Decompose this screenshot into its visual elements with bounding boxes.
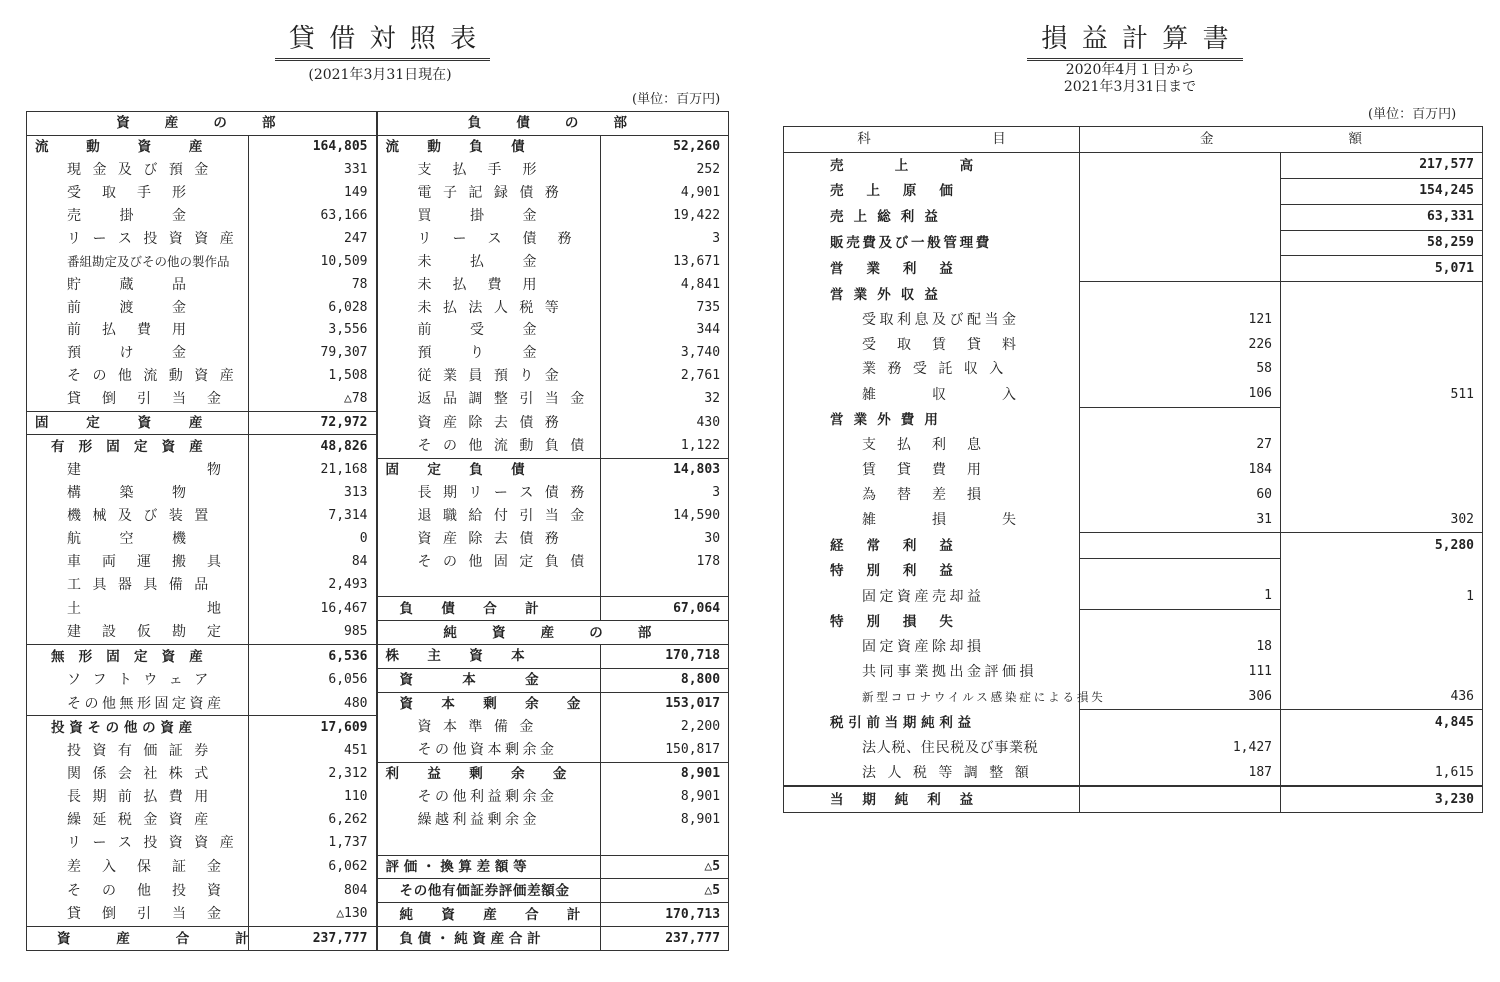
income-item-label: 支 払 利 息: [784, 433, 1080, 458]
asset-label: 投資その他の資産: [27, 716, 249, 739]
asset-label: 番組勘定及びその他の製作品: [27, 250, 249, 273]
asset-amount: 237,777: [249, 927, 377, 951]
income-sub-amount: 187: [1080, 760, 1281, 786]
income-statement-row: [784, 407, 1483, 432]
liability-label: 純 資 産 合 計: [377, 903, 601, 927]
asset-label: 差 入 保 証 金: [27, 855, 249, 879]
balance-sheet-row: [27, 505, 729, 528]
asset-amount: 6,062: [249, 855, 377, 879]
income-sub-amount: 18: [1080, 635, 1281, 660]
balance-sheet-row: [27, 621, 729, 645]
income-statement-unit: (単位：百万円): [1368, 107, 1457, 122]
income-statement-period-to: 2021年3月31日まで: [1063, 79, 1197, 95]
liability-label: その他有価証券評価差額金: [377, 879, 601, 903]
balance-sheet-row: [27, 528, 729, 551]
balance-sheet-unit: (単位：百万円): [632, 92, 721, 107]
liability-label: その他利益剰余金: [377, 786, 601, 809]
income-statement-row: [784, 685, 1483, 710]
income-total-amount: [1281, 307, 1483, 332]
liability-amount: 8,901: [601, 762, 729, 785]
asset-amount: 7,314: [249, 505, 377, 528]
balance-sheet-row: [27, 644, 729, 668]
income-sub-amount: [1080, 178, 1281, 204]
asset-amount: 6,262: [249, 809, 377, 832]
balance-sheet-row: [27, 182, 729, 205]
liability-amount: 252: [696, 162, 721, 178]
balance-sheet-row: [27, 388, 729, 411]
income-item-label: 賃 貸 費 用: [784, 458, 1080, 483]
assets-section-header: 資 産 の 部: [27, 112, 377, 136]
liability-label: 流 動 負 債: [377, 135, 601, 158]
liability-amount: 237,777: [601, 927, 729, 951]
asset-label: 現 金 及 び 預 金: [27, 159, 249, 182]
asset-label: 受 取 手 形: [27, 182, 249, 205]
balance-sheet-row: [27, 832, 729, 855]
income-total-amount: 302: [1450, 511, 1474, 527]
income-statement-row: [784, 256, 1483, 282]
asset-amount: 2,493: [249, 573, 377, 596]
balance-sheet-row: [27, 273, 729, 296]
liability-amount: 67,064: [601, 597, 729, 621]
liability-label: 資 産 除 去 債 務: [377, 411, 601, 435]
income-statement-row: [784, 760, 1483, 786]
income-total-amount: [1281, 357, 1483, 382]
liability-amount: 30: [704, 530, 721, 546]
income-statement-period-from: 2020年4月１日から: [1065, 62, 1195, 78]
income-statement-row: [784, 433, 1483, 458]
income-sub-amount: [1080, 533, 1281, 559]
asset-label: そ の 他 投 資: [27, 879, 249, 903]
income-total-amount: 63,331: [1281, 204, 1483, 230]
liability-label: 未 払 金: [377, 250, 601, 273]
balance-sheet-row: [27, 135, 729, 158]
balance-sheet-row: [27, 786, 729, 809]
income-statement-table: [783, 126, 1483, 813]
asset-label: 貸 倒 引 当 金: [27, 903, 249, 927]
income-sub-amount: [1080, 256, 1281, 282]
asset-amount: 313: [249, 482, 377, 505]
income-total-amount: [1281, 660, 1483, 685]
liability-amount: 4,841: [680, 276, 721, 292]
income-total-amount: [1281, 482, 1483, 507]
balance-sheet-row: [27, 573, 729, 596]
asset-label: 流 動 資 産: [27, 135, 249, 158]
income-total-amount: 5,280: [1281, 533, 1483, 559]
balance-sheet-row: [27, 739, 729, 762]
income-item-label: 法 人 税 等 調 整 額: [784, 760, 1080, 786]
asset-label: リ ー ス 投 資 資 産: [27, 832, 249, 855]
liability-label: そ の 他 流 動 負 債: [377, 435, 601, 458]
income-total-amount: [1281, 433, 1483, 458]
income-sub-amount: 1: [1080, 584, 1281, 609]
balance-sheet-row: [27, 205, 729, 228]
asset-amount: 451: [249, 739, 377, 762]
balance-sheet-title: 貸借対照表: [240, 18, 525, 61]
liability-amount: 153,017: [601, 692, 729, 715]
income-item-label: 営 業 外 費 用: [784, 407, 1080, 432]
asset-amount: 2,312: [249, 762, 377, 785]
asset-label: 土 地: [27, 597, 249, 621]
income-sub-amount: [1080, 710, 1281, 735]
asset-label: 貸 倒 引 当 金: [27, 388, 249, 411]
asset-amount: 16,467: [249, 597, 377, 621]
asset-label: 無 形 固 定 資 産: [27, 644, 249, 668]
liability-label: 未 払 費 用: [377, 273, 601, 296]
asset-amount: 804: [249, 879, 377, 903]
income-sub-amount: 1,427: [1080, 735, 1281, 760]
income-sub-amount: [1080, 559, 1281, 584]
balance-sheet-date: (2021年3月31日現在): [308, 67, 452, 83]
income-statement-period: [1030, 62, 1230, 96]
asset-amount: 480: [249, 692, 377, 715]
liability-amount: 14,590: [673, 508, 721, 524]
asset-amount: 1,737: [249, 832, 377, 855]
liability-label: 負債・純資産合計: [377, 927, 601, 951]
liability-label: リ ー ス 債 務: [377, 227, 601, 250]
income-item-label: 特 別 損 失: [784, 609, 1080, 634]
asset-label: 長 期 前 払 費 用: [27, 786, 249, 809]
liability-label: 資 産 除 去 債 務: [377, 528, 601, 551]
income-sub-amount: 106: [1080, 382, 1281, 407]
liability-label: [377, 832, 601, 855]
liability-label: 支 払 手 形: [377, 159, 601, 182]
income-statement-row: [784, 635, 1483, 660]
asset-label: 建 物: [27, 458, 249, 481]
liability-amount: 430: [696, 415, 721, 431]
income-item-label: 受取利息及び配当金: [784, 307, 1080, 332]
liability-amount: 8,800: [601, 668, 729, 692]
liability-label: [377, 573, 601, 596]
income-statement-row: [784, 609, 1483, 634]
income-sub-amount: [1080, 204, 1281, 230]
asset-label: 前 払 費 用: [27, 319, 249, 342]
asset-amount: 78: [249, 273, 377, 296]
balance-sheet-row: [27, 879, 729, 903]
liability-label: 預 り 金: [377, 342, 601, 365]
liability-amount: 14,803: [601, 458, 729, 481]
income-sub-amount: [1080, 152, 1281, 178]
income-item-label: 売 上 高: [784, 152, 1080, 178]
income-statement-row: [784, 507, 1483, 532]
income-total-amount: 217,577: [1419, 157, 1474, 173]
liability-amount: 170,718: [601, 644, 729, 668]
liability-amount: 4,901: [680, 185, 721, 201]
balance-sheet-row: [27, 296, 729, 319]
income-sub-amount: 184: [1080, 458, 1281, 483]
asset-label: 固 定 資 産: [27, 411, 249, 435]
income-statement-row: [784, 307, 1483, 332]
asset-label: 航 空 機: [27, 528, 249, 551]
liability-label: 前 受 金: [377, 319, 601, 342]
liability-amount: 19,422: [673, 208, 721, 223]
liability-amount: 344: [696, 322, 721, 338]
income-item-label: 法人税、住民税及び事業税: [784, 735, 1080, 760]
income-total-amount: 3,230: [1281, 786, 1483, 812]
income-statement-title: 損益計算書: [990, 18, 1280, 61]
balance-sheet-row: [27, 597, 729, 621]
income-sub-amount: 27: [1080, 433, 1281, 458]
liability-amount: [601, 832, 729, 855]
income-total-amount: [1281, 282, 1483, 307]
income-total-amount: [1281, 635, 1483, 660]
income-item-label: 業 務 受 託 収 入: [784, 357, 1080, 382]
income-statement-row: [784, 710, 1483, 735]
income-statement-row: [784, 152, 1483, 178]
asset-amount: 6,028: [249, 296, 377, 319]
liability-label: 従 業 員 預 り 金: [377, 365, 601, 388]
income-item-label: 共同事業拠出金評価損: [784, 660, 1080, 685]
income-statement-row: [784, 482, 1483, 507]
asset-amount: 84: [249, 550, 377, 573]
income-statement-row: [784, 357, 1483, 382]
income-statement-row: [784, 230, 1483, 256]
income-sub-amount: [1080, 230, 1281, 256]
income-statement-row: [784, 660, 1483, 685]
asset-label: その他無形固定資産: [27, 692, 249, 715]
liability-label: 返 品 調 整 引 当 金: [377, 388, 601, 411]
asset-label: 繰 延 税 金 資 産: [27, 809, 249, 832]
income-total-amount: 58,259: [1281, 230, 1483, 256]
income-item-label: 販売費及び一般管理費: [784, 230, 1080, 256]
income-total-amount: [1281, 735, 1483, 760]
income-sub-amount: 121: [1080, 307, 1281, 332]
asset-amount: 79,307: [249, 342, 377, 365]
balance-sheet-row: [27, 855, 729, 879]
income-total-amount: [1281, 609, 1483, 634]
asset-amount: △78: [249, 388, 377, 411]
income-total-amount: [1281, 407, 1483, 432]
income-total-amount: [1281, 458, 1483, 483]
asset-amount: 21,168: [249, 458, 377, 481]
income-item-label: 税引前当期純利益: [784, 710, 1080, 735]
balance-sheet-row: [27, 668, 729, 692]
liability-amount: 13,671: [673, 253, 721, 269]
liability-amount: 150,817: [665, 742, 721, 758]
asset-label: 投 資 有 価 証 券: [27, 739, 249, 762]
income-sub-amount: [1080, 282, 1281, 307]
income-total-amount: 1: [1466, 588, 1474, 604]
liability-label: 電 子 記 録 債 務: [377, 182, 601, 205]
asset-label: 構 築 物: [27, 482, 249, 505]
asset-label: 貯 蔵 品: [27, 273, 249, 296]
asset-label: 売 掛 金: [27, 205, 249, 228]
income-sub-amount: 111: [1080, 660, 1281, 685]
asset-amount: 985: [249, 621, 377, 645]
income-sub-amount: 60: [1080, 482, 1281, 507]
liability-label: 評価・換算差額等: [377, 855, 601, 879]
asset-amount: 3,556: [249, 319, 377, 342]
liability-amount: 3,740: [680, 345, 721, 361]
balance-sheet-header-row: [27, 112, 729, 136]
income-item-label: 為 替 差 損: [784, 482, 1080, 507]
liability-amount: 170,713: [601, 903, 729, 927]
income-sub-amount: 58: [1080, 357, 1281, 382]
liability-label: そ の 他 固 定 負 債: [377, 550, 601, 573]
income-total-amount: 1,615: [1434, 764, 1474, 780]
liability-amount: 8,901: [680, 812, 721, 828]
balance-sheet-row: [27, 365, 729, 388]
income-item-label: 受 取 賃 貸 料: [784, 332, 1080, 357]
amount-column-header: 金 額: [1080, 127, 1483, 153]
liability-amount: 3: [712, 485, 721, 501]
income-total-amount: 154,245: [1281, 178, 1483, 204]
liability-label: 負 債 合 計: [377, 597, 601, 621]
income-statement-row: [784, 584, 1483, 609]
asset-label: ソ フ ト ウ ェ ア: [27, 668, 249, 692]
balance-sheet-table: [26, 111, 729, 951]
income-statement-row: [784, 204, 1483, 230]
asset-amount: 247: [249, 227, 377, 250]
asset-label: 関 係 会 社 株 式: [27, 762, 249, 785]
asset-label: 資 産 合 計: [27, 927, 249, 951]
asset-amount: 17,609: [249, 716, 377, 739]
liability-label: 株 主 資 本: [377, 644, 601, 668]
liability-label: 資 本 準 備 金: [377, 716, 601, 739]
balance-sheet-row: [27, 927, 729, 951]
income-item-label: 売 上 原 価: [784, 178, 1080, 204]
asset-label: 機 械 及 び 装 置: [27, 505, 249, 528]
balance-sheet-row: [27, 762, 729, 785]
income-item-label: 当 期 純 利 益: [784, 786, 1080, 812]
asset-label: リ ー ス 投 資 資 産: [27, 227, 249, 250]
asset-label: 建 設 仮 勘 定: [27, 621, 249, 645]
liability-label: 純 資 産 の 部: [377, 621, 729, 645]
balance-sheet-row: [27, 250, 729, 273]
income-item-label: 経 常 利 益: [784, 533, 1080, 559]
liability-label: 資 本 金: [377, 668, 601, 692]
balance-sheet-row: [27, 435, 729, 458]
income-sub-amount: 226: [1080, 332, 1281, 357]
balance-sheet-row: [27, 550, 729, 573]
balance-sheet-row: [27, 159, 729, 182]
asset-label: 工 具 器 具 備 品: [27, 573, 249, 596]
balance-sheet-row: [27, 482, 729, 505]
balance-sheet-row: [27, 319, 729, 342]
liability-label: 長 期 リ ー ス 債 務: [377, 482, 601, 505]
balance-sheet-row: [27, 227, 729, 250]
asset-amount: 63,166: [249, 205, 377, 228]
liability-amount: [601, 573, 729, 596]
income-sub-amount: 306: [1080, 685, 1281, 710]
liability-amount: 32: [704, 391, 721, 407]
liability-label: 未 払 法 人 税 等: [377, 296, 601, 319]
income-item-label: 雑 収 入: [784, 382, 1080, 407]
liability-label: 利 益 剰 余 金: [377, 762, 601, 785]
balance-sheet-row: [27, 716, 729, 739]
income-total-amount: 4,845: [1281, 710, 1483, 735]
income-item-label: 固定資産除却損: [784, 635, 1080, 660]
income-total-amount: [1281, 332, 1483, 357]
asset-label: 預 け 金: [27, 342, 249, 365]
liability-amount: 8,901: [680, 789, 721, 805]
asset-amount: 48,826: [249, 435, 377, 458]
income-statement-row: [784, 458, 1483, 483]
liability-amount: 2,761: [680, 368, 721, 384]
income-total-amount: 436: [1450, 689, 1474, 705]
liability-label: その他資本剰余金: [377, 739, 601, 762]
liability-amount: 3: [712, 230, 721, 246]
asset-label: 前 渡 金: [27, 296, 249, 319]
income-statement-row: [784, 533, 1483, 559]
liability-amount: △5: [601, 879, 729, 903]
liability-label: 退 職 給 付 引 当 金: [377, 505, 601, 528]
asset-label: 有 形 固 定 資 産: [27, 435, 249, 458]
liability-amount: 735: [696, 299, 721, 315]
liability-label: 買 掛 金: [377, 205, 601, 228]
asset-amount: 164,805: [249, 135, 377, 158]
income-statement-header-row: [784, 127, 1483, 153]
income-item-label: 固定資産売却益: [784, 584, 1080, 609]
income-statement-row: [784, 332, 1483, 357]
asset-amount: 10,509: [249, 250, 377, 273]
income-statement-row: [784, 735, 1483, 760]
liability-amount: 178: [696, 553, 721, 569]
asset-amount: 110: [249, 786, 377, 809]
liability-label: 固 定 負 債: [377, 458, 601, 481]
income-item-label: 特 別 利 益: [784, 559, 1080, 584]
income-item-label: 雑 損 失: [784, 507, 1080, 532]
income-sub-amount: [1080, 786, 1281, 812]
balance-sheet-row: [27, 692, 729, 715]
asset-amount: 331: [249, 159, 377, 182]
income-item-label: 新型コロナウイルス感染症による損失: [784, 685, 1080, 710]
income-total-amount: 511: [1450, 386, 1474, 402]
income-item-label: 営 業 外 収 益: [784, 282, 1080, 307]
asset-amount: 0: [249, 528, 377, 551]
income-sub-amount: [1080, 609, 1281, 634]
income-sub-amount: 31: [1080, 507, 1281, 532]
asset-amount: 72,972: [249, 411, 377, 435]
asset-amount: 6,536: [249, 644, 377, 668]
liability-amount: 2,200: [680, 719, 721, 735]
asset-amount: △130: [249, 903, 377, 927]
asset-label: そ の 他 流 動 資 産: [27, 365, 249, 388]
income-item-label: 売 上 総 利 益: [784, 204, 1080, 230]
income-statement-row: [784, 282, 1483, 307]
asset-amount: 6,056: [249, 668, 377, 692]
liability-label: 繰越利益剰余金: [377, 809, 601, 832]
liability-amount: 1,122: [680, 438, 721, 454]
liabilities-section-header: 負 債 の 部: [377, 112, 729, 136]
balance-sheet-row: [27, 342, 729, 365]
balance-sheet-row: [27, 458, 729, 481]
balance-sheet-row: [27, 411, 729, 435]
liability-amount: △5: [601, 855, 729, 879]
balance-sheet-row: [27, 903, 729, 927]
asset-amount: 1,508: [249, 365, 377, 388]
income-statement-row: [784, 786, 1483, 812]
liability-label: 資 本 剰 余 金: [377, 692, 601, 715]
asset-amount: 149: [249, 182, 377, 205]
liability-amount: 52,260: [601, 135, 729, 158]
income-statement-row: [784, 559, 1483, 584]
item-column-header: 科 目: [784, 127, 1080, 153]
balance-sheet-row: [27, 809, 729, 832]
income-total-amount: 5,071: [1281, 256, 1483, 282]
income-sub-amount: [1080, 407, 1281, 432]
income-statement-row: [784, 178, 1483, 204]
income-item-label: 営 業 利 益: [784, 256, 1080, 282]
asset-label: 車 両 運 搬 具: [27, 550, 249, 573]
income-statement-row: [784, 382, 1483, 407]
income-total-amount: [1281, 559, 1483, 584]
